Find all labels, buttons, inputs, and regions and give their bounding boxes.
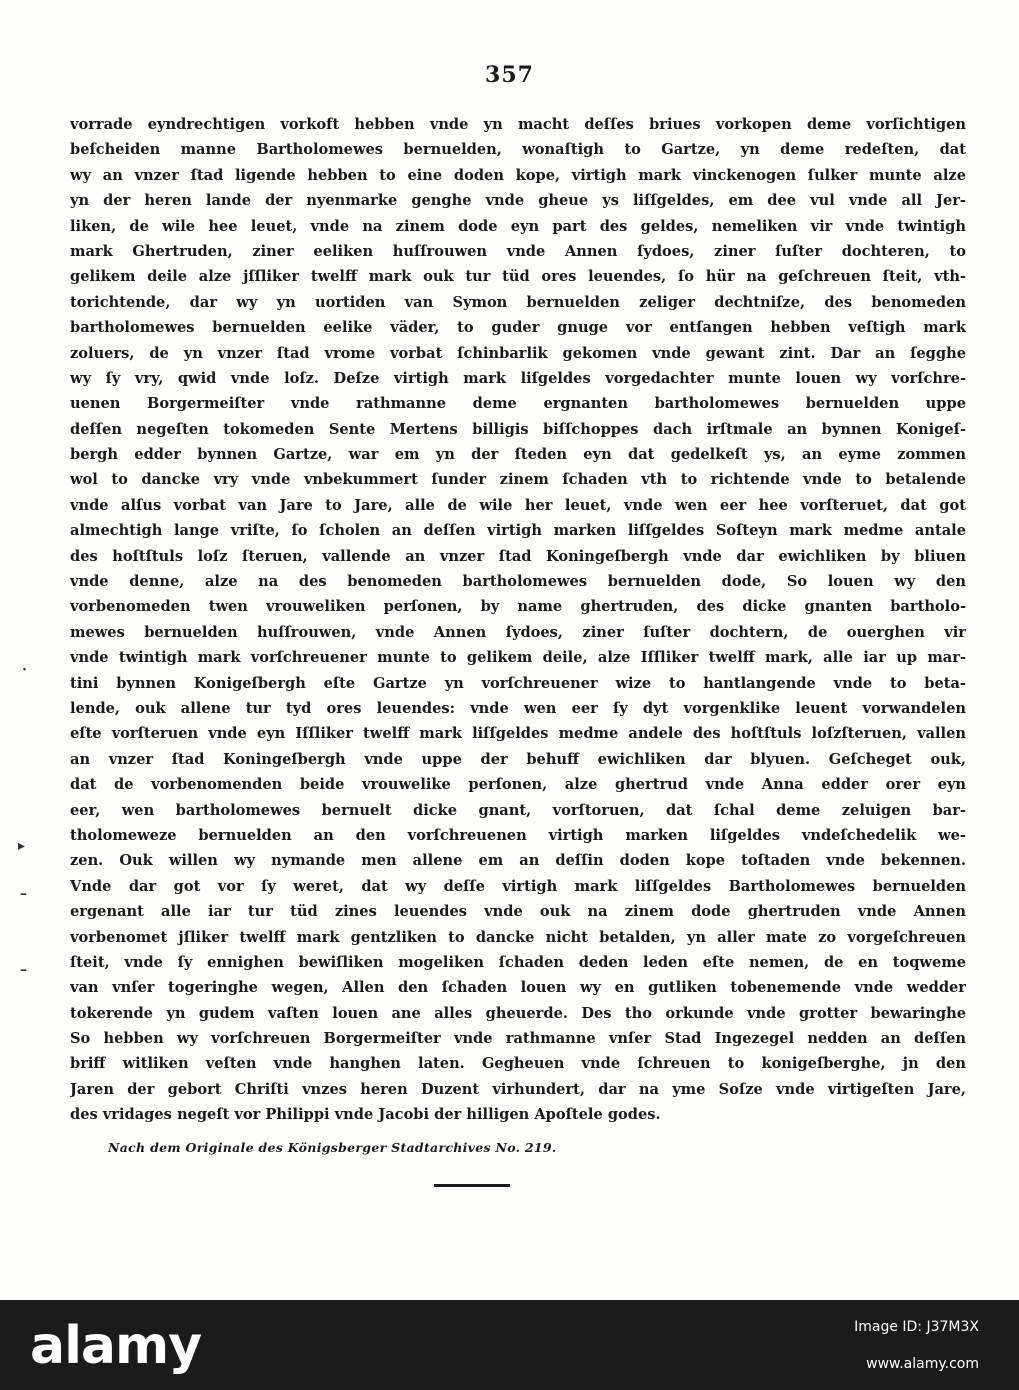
text-line: gelikem deile alze jſſliker twelff mark ouk tur tüd ores leuendes, ſo hür na geſchreuen ſteit, vth- — [70, 268, 966, 286]
text-line: briff witliken veſten vnde hanghen laten. Gegheuen vnde ſchreuen to konigeſberghe, jn den — [70, 1055, 966, 1073]
text-line: Jaren der gebort Chriſti vnzes heren Duzent virhundert, dar na yme Soſze vnde virtigeſten Jare, — [70, 1080, 966, 1098]
margin-dot: · — [22, 662, 27, 678]
text-line: vnde twintigh mark vorſchreuener munte to gelikem deile, alze Iſſliker twelff mark, alle iar up mar- — [70, 649, 966, 667]
text-line: bergh edder bynnen Gartze, war em yn der ſteden eyn dat gedelkeſt ys, an eyme zommen — [70, 446, 966, 464]
text-line: deſſen negeſten tokomeden Sente Mertens billigis biſſchoppes dach irſtmale an bynnen Konigeſ- — [70, 420, 966, 438]
text-line: eer, wen bartholomewes bernuelt dicke gnant, vorſtoruen, dat ſchal deme zeluigen bar- — [70, 801, 966, 819]
text-line: tokerende yn gudem vaſten louen ane alles gheuerde. Des tho orkunde vnde grotter bewaringhe — [70, 1004, 966, 1022]
text-line: tini bynnen Konigeſbergh eſte Gartze yn vorſchreuener wize to hantlangende vnde to beta- — [70, 674, 966, 692]
text-line: ſteit, vnde ſy ennighen bewiſliken mogeliken ſchaden deden leden eſte nemen, de en toqweme — [70, 953, 966, 971]
text-line: yn der heren lande der nyenmarke genghe vnde gheue ys liſſgeldes, em dee vul vnde all Jer- — [70, 192, 966, 210]
text-line: vorrade eyndrechtigen vorkoft hebben vnde yn macht deſſes briues vorkopen deme vorſichtigen — [70, 116, 966, 133]
end-rule — [434, 1184, 510, 1187]
margin-arrow: ▸ — [18, 838, 26, 854]
text-line: an vnzer ſtad Koningeſbergh vnde uppe der behuff ewichliken dar blyuen. Geſcheget ouk, — [70, 750, 966, 768]
text-line: wol to dancke vry vnde vnbekummert ſunder zinem ſchaden vth to richtende vnde to betalende — [70, 471, 966, 489]
text-line: eſte vorſteruen vnde eyn Iſſliker twelff mark liſſgeldes medme andele des hoſtſtuls loſzſteruen, vallen — [70, 725, 966, 743]
text-line: wy an vnzer ſtad ligende hebben to eine doden kope, virtigh mark vinckenogen ſulker munte alze — [70, 166, 966, 184]
text-line: wy ſy vry, qwid vnde loſz. Deſze virtigh mark liſgeldes vorgedachter munte louen wy vorſchre- — [70, 369, 966, 387]
text-line: mewes bernuelden huſſrouwen, vnde Annen ſydoes, ziner ſuſter dochtern, de ouerghen vir — [70, 623, 966, 641]
page-number: 357 — [485, 62, 534, 88]
text-line: Vnde dar got vor ſy weret, dat wy deſſe virtigh mark liſſgeldes Bartholomewes bernuelden — [70, 877, 966, 895]
margin-dash: – — [20, 962, 27, 978]
source-note: Nach dem Originale des Königsberger Stadtarchives No. 219. — [108, 1140, 557, 1155]
text-line: ergenant alle iar tur tüd zines leuendes vnde ouk na zinem dode ghertruden vnde Annen — [70, 903, 966, 921]
text-line: vorbenomet jſliker twelff mark gentzliken to dancke nicht betalden, yn aller mate zo vorgeſchreuen — [70, 928, 966, 946]
text-line: vnde alſus vorbat van Jare to Jare, alle de wile her leuet, vnde wen eer hee vorſteruet, dat got — [70, 496, 966, 514]
text-line: lende, ouk allene tur tyd ores leuendes: vnde wen eer ſy dyt vorgenklike leuent vorwandelen — [70, 699, 966, 717]
text-line: So hebben wy vorſchreuen Borgermeiſter vnde rathmanne vnſer Stad Ingezegel nedden an deſſen — [70, 1030, 966, 1048]
text-line: vnde denne, alze na des benomeden bartholomewes bernuelden dode, So louen wy den — [70, 573, 966, 591]
text-line: zen. Ouk willen wy nymande men allene em an deſſin doden kope toſtaden vnde bekennen. — [70, 852, 966, 870]
text-line: almechtigh lange vriſte, ſo ſcholen an deſſen virtigh marken liſſgeldes Soſteyn mark medme antale — [70, 522, 966, 540]
text-line: des hoſtſtuls loſz ſteruen, vallende an vnzer ſtad Koningeſbergh vnde dar ewichliken by bliuen — [70, 547, 966, 565]
text-line: mark Ghertruden, ziner eeliken huſſrouwen vnde Annen ſydoes, ziner ſuſter dochteren, to — [70, 242, 966, 260]
watermark-bar — [0, 1300, 1019, 1390]
text-line: van vnſer togeringhe wegen, Allen den ſchaden louen wy en gutliken tobenemende vnde wedder — [70, 979, 966, 997]
text-line: dat de vorbenomenden beide vrouwelike perſonen, alze ghertrud vnde Anna edder orer eyn — [70, 776, 966, 794]
body-text — [70, 112, 966, 1128]
margin-dash: – — [20, 886, 27, 902]
text-line: bartholomewes bernuelden eelike väder, to guder gnuge vor entſangen hebben veſtigh mark — [70, 319, 966, 337]
text-line: vorbenomeden twen vrouweliken perſonen, by name ghertruden, des dicke gnanten bartholo- — [70, 598, 966, 616]
text-line: beſcheiden manne Bartholomewes bernuelden, wonaſtigh to Gartze, yn deme redeſten, dat — [70, 141, 966, 159]
text-line: liken, de wile hee leuet, vnde na zinem dode eyn part des geldes, nemeliken vir vnde twintigh — [70, 217, 966, 235]
text-line: uenen Borgermeiſter vnde rathmanne deme ergnanten bartholomewes bernuelden uppe — [70, 395, 966, 413]
alamy-logo: alamy — [30, 1316, 202, 1376]
text-line: tholomeweze bernuelden an den vorſchreuenen virtigh marken liſgeldes vndeſchedelik we- — [70, 826, 966, 844]
text-line: zoluers, de yn vnzer ſtad vrome vorbat ſchinbarlik gekomen vnde gewant zint. Dar an ſegghe — [70, 344, 966, 362]
image-id: Image ID: J37M3X — [854, 1319, 979, 1335]
text-line: torichtende, dar wy yn uortiden van Symon bernuelden zeliger dechtniſze, des benomeden — [70, 293, 966, 311]
site-url: www.alamy.com — [866, 1356, 979, 1372]
text-line: des vridages negeſt vor Philippi vnde Jacobi der hilligen Apoſtele godes. — [70, 1106, 661, 1124]
